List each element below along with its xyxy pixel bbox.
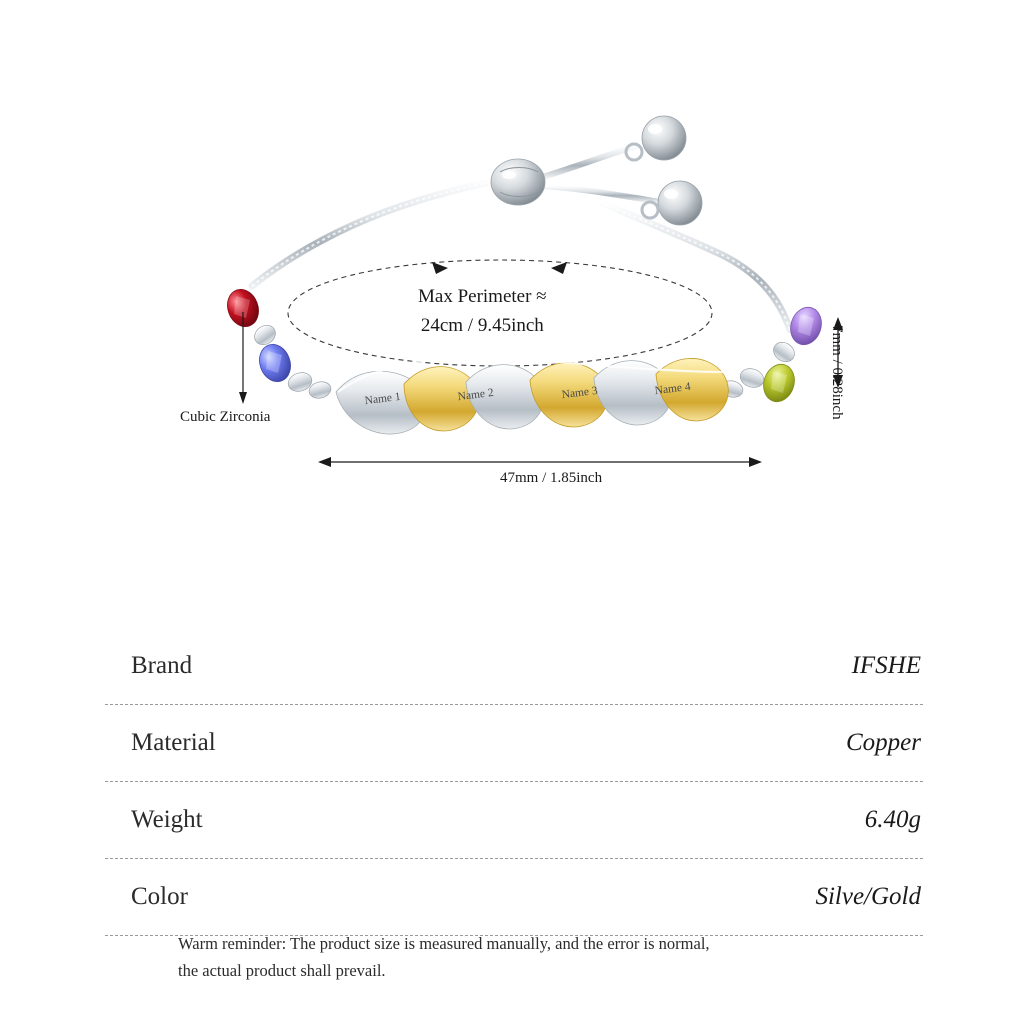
max-perimeter-line1: Max Perimeter ≈ [418, 286, 547, 307]
ring-lower [642, 202, 658, 218]
specification-table [105, 628, 923, 936]
perimeter-arrow-right [551, 262, 567, 274]
width-measure-label: 47mm / 1.85inch [500, 470, 603, 486]
gem-purple [786, 303, 826, 348]
spec-value-material: Copper [846, 729, 921, 756]
cubic-zirconia-label: Cubic Zirconia [180, 409, 271, 425]
gem-green [759, 360, 799, 405]
chain-right [600, 202, 790, 330]
spec-key-brand: Brand [131, 652, 193, 679]
max-perimeter-line2: 24cm / 9.45inch [420, 315, 544, 336]
spec-key-weight: Weight [131, 806, 203, 833]
spec-value-weight: 6.40g [864, 806, 921, 833]
spec-key-color: Color [131, 883, 188, 910]
bead-name-3: Name 3 [560, 384, 599, 402]
chain-right-highlight [600, 202, 790, 330]
chain-left [252, 178, 516, 286]
table-row [105, 782, 923, 859]
warm-reminder-line2: the actual product shall prevail. [178, 961, 386, 980]
end-ball-upper [642, 116, 686, 160]
slider-clasp [491, 159, 545, 205]
table-row [105, 859, 923, 936]
height-measure-label: 7mm / 0.28inch [829, 325, 845, 420]
table-row [105, 628, 923, 705]
warm-reminder-line1: Warm reminder: The product size is measured manually, and the error is normal, [178, 934, 710, 953]
table-row [105, 705, 923, 782]
bead-name-1: Name 1 [363, 390, 402, 408]
spec-value-color: Silve/Gold [815, 883, 921, 910]
width-dimension [318, 457, 762, 467]
spec-key-material: Material [131, 729, 216, 756]
end-ball-lower [658, 181, 702, 225]
perimeter-arrow-left [432, 262, 448, 274]
warm-reminder-note [178, 930, 898, 984]
bead-name-2: Name 2 [456, 386, 495, 404]
bead-name-4: Name 4 [653, 380, 692, 398]
max-perimeter-label [418, 282, 547, 340]
chain-tail-upper [540, 146, 636, 178]
chain-left-highlight [252, 178, 516, 286]
spec-value-brand: IFSHE [851, 652, 921, 679]
